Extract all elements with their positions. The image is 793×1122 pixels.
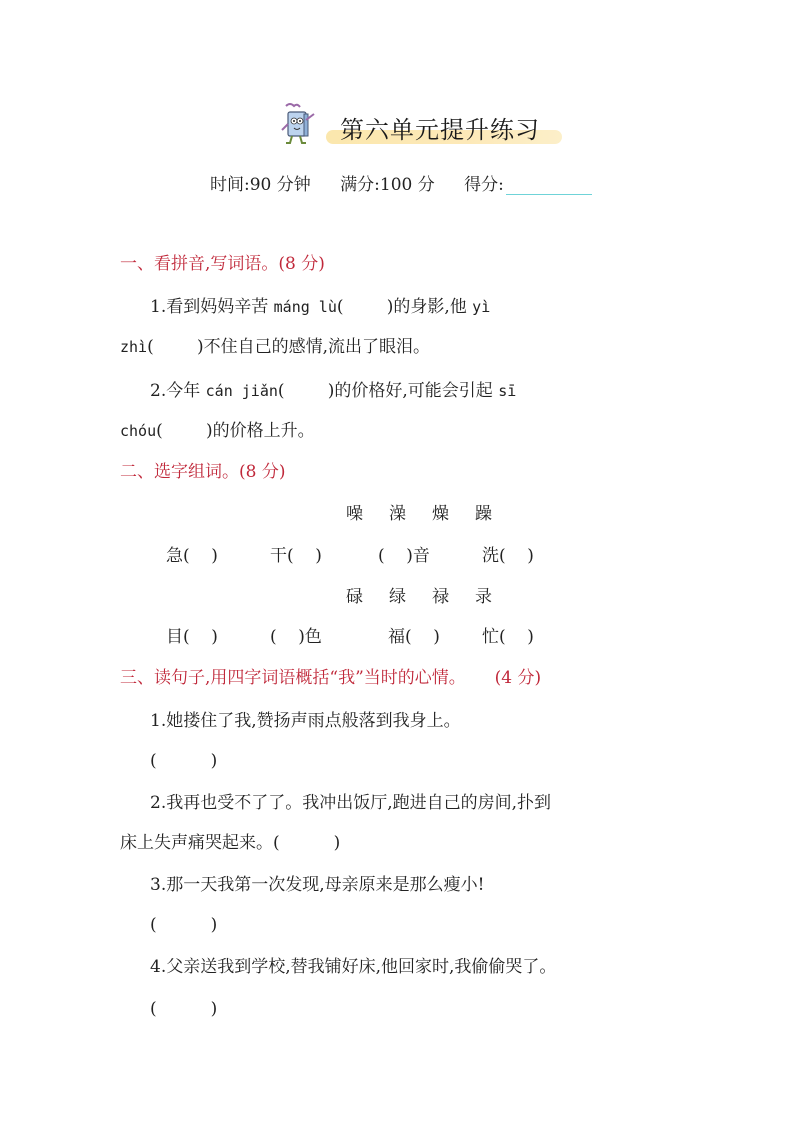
char-option: 碌 — [346, 587, 363, 607]
score-input[interactable] — [506, 176, 592, 195]
s1-item2-pinyin3: chóu — [120, 422, 157, 440]
s1-item2-pinyin2: sī — [498, 382, 517, 400]
answer-blank[interactable]: ( ) — [150, 751, 218, 771]
word-blank[interactable]: 目( ) — [166, 627, 218, 647]
char-option: 噪 — [346, 504, 363, 524]
word-blank[interactable]: 急( ) — [166, 546, 218, 566]
s1-item1-pinyin1: máng lù — [273, 298, 337, 316]
time-label: 时间:90 分钟 — [210, 175, 311, 195]
s1-item2-prefix: 2.今年 — [150, 381, 201, 401]
word-blank[interactable]: 福( ) — [388, 627, 440, 647]
char-options-row-2 — [346, 586, 492, 608]
char-option: 禄 — [432, 587, 449, 607]
book-mascot-icon — [276, 100, 326, 150]
char-option: 躁 — [475, 504, 492, 524]
s3-item4-text: 4.父亲送我到学校,替我铺好床,他回家时,我偷偷哭了。 — [150, 957, 557, 977]
exam-meta — [210, 170, 592, 195]
char-option: 燥 — [432, 504, 449, 524]
section-2-title: 二、选字组词。(8 分) — [120, 462, 286, 482]
word-blank[interactable]: ( )音 — [378, 546, 430, 566]
answer-blank[interactable]: ( ) — [150, 999, 218, 1019]
answer-blank[interactable]: ( ) — [156, 421, 213, 441]
s1-item1-prefix: 1.看到妈妈辛苦 — [150, 297, 269, 317]
s1-item2-pinyin1: cán jiǎn — [205, 382, 278, 400]
s1-item1-line1 — [150, 296, 490, 318]
full-score-label: 满分:100 分 — [340, 175, 435, 195]
answer-blank[interactable]: ( ) — [150, 915, 218, 935]
s1-item1-pinyin3: zhì — [120, 338, 148, 356]
section-3-title — [120, 667, 541, 689]
s3-item2-text2-content: 床上失声痛哭起来。 — [120, 833, 273, 853]
answer-blank[interactable]: ( ) — [273, 833, 341, 853]
s1-item1-line2 — [120, 336, 430, 358]
answer-blank[interactable]: ( ) — [147, 337, 204, 357]
s3-item3-text: 3.那一天我第一次发现,母亲原来是那么瘦小! — [150, 875, 485, 895]
title-banner — [276, 100, 566, 150]
char-option: 录 — [475, 587, 492, 607]
word-blank[interactable]: 忙( ) — [482, 627, 534, 647]
s1-item2-line2 — [120, 420, 315, 442]
char-option: 澡 — [389, 504, 406, 524]
s3-item1-text: 1.她搂住了我,赞扬声雨点般落到我身上。 — [150, 711, 461, 731]
word-blank[interactable]: ( )色 — [270, 627, 322, 647]
char-options-row-1 — [346, 503, 492, 525]
s3-item2-text2 — [120, 832, 340, 854]
score-label: 得分: — [464, 175, 504, 195]
s1-item1-suffix: 不住自己的感情,流出了眼泪。 — [203, 337, 430, 357]
char-option: 绿 — [389, 587, 406, 607]
page-title: 第六单元提升练习 — [340, 116, 540, 144]
section-1-title: 一、看拼音,写词语。(8 分) — [120, 254, 325, 274]
s1-item1-mid: 的身影,他 — [393, 297, 467, 317]
word-blank[interactable]: 洗( ) — [482, 546, 534, 566]
word-blank[interactable]: 干( ) — [270, 546, 322, 566]
s1-item2-line1 — [150, 380, 516, 402]
section-3-title-text: 三、读句子,用四字词语概括“我”当时的心情。 — [120, 668, 466, 688]
section-3-points: (4 分) — [494, 668, 542, 688]
answer-blank[interactable]: ( ) — [277, 381, 335, 401]
s1-item1-pinyin2: yì — [472, 298, 491, 316]
answer-blank[interactable]: ( ) — [336, 297, 394, 317]
s1-item2-suffix: 的价格上升。 — [212, 421, 315, 441]
s3-item2-text: 2.我再也受不了了。我冲出饭厅,跑进自己的房间,扑到 — [150, 793, 552, 813]
s1-item2-mid: 的价格好,可能会引起 — [334, 381, 493, 401]
